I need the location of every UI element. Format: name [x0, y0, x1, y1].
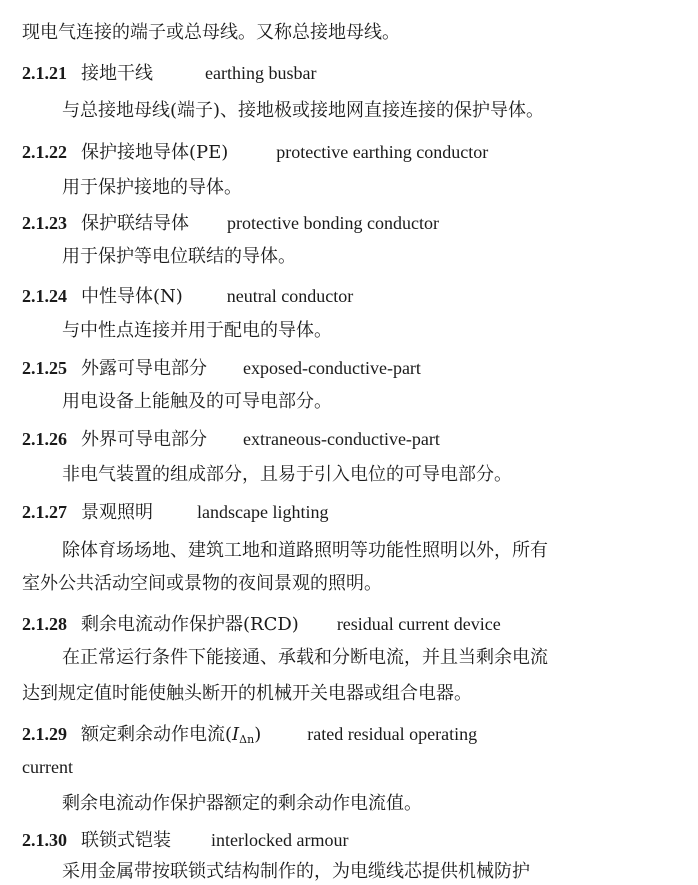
term-number: 2.1.27 — [22, 502, 67, 522]
term-heading — [22, 60, 698, 87]
term-definition-continued: 室外公共活动空间或景物的夜间景观的照明。 — [22, 573, 382, 594]
term-heading — [22, 355, 698, 382]
term-english: exposed-conductive-part — [243, 358, 421, 378]
term-chinese: 联锁式铠装 — [81, 830, 171, 851]
term-english: landscape lighting — [197, 502, 329, 522]
term-chinese: 接地干线 — [81, 63, 153, 84]
term-chinese-prefix: 额定剩余动作电流( — [81, 724, 233, 745]
term-heading — [22, 283, 698, 310]
term-english: extraneous-conductive-part — [243, 429, 440, 449]
term-number: 2.1.28 — [22, 614, 67, 634]
term-chinese: 外露可导电部分 — [81, 358, 207, 379]
term-heading — [22, 139, 698, 166]
term-english: neutral conductor — [226, 286, 354, 306]
term-chinese: 保护接地导体(PE) — [81, 142, 229, 163]
term-heading — [22, 611, 698, 638]
term-chinese: 中性导体(N) — [81, 286, 183, 307]
term-chinese: 保护联结导体 — [81, 213, 189, 234]
term-english: earthing busbar — [205, 63, 317, 83]
term-chinese: 外界可导电部分 — [81, 429, 207, 450]
term-heading — [22, 721, 698, 753]
term-definition: 与总接地母线(端子)、接地极或接地网直接连接的保护导体。 — [62, 100, 545, 121]
term-number: 2.1.25 — [22, 358, 67, 378]
term-chinese: 剩余电流动作保护器(RCD) — [81, 614, 299, 635]
symbol-subscript: Δn — [239, 733, 255, 746]
term-number: 2.1.30 — [22, 830, 67, 850]
term-definition: 非电气装置的组成部分，且易于引入电位的可导电部分。 — [62, 464, 512, 485]
continuation-text: 现电气连接的端子或总母线。又称总接地母线。 — [22, 22, 400, 43]
term-number: 2.1.29 — [22, 724, 67, 744]
term-definition: 用于保护接地的导体。 — [62, 177, 242, 198]
term-heading — [22, 210, 698, 237]
term-english: rated residual operating — [307, 724, 478, 744]
term-definition: 剩余电流动作保护器额定的剩余动作电流值。 — [62, 793, 422, 814]
term-english: residual current device — [336, 614, 501, 634]
term-definition: 采用金属带按联锁式结构制作的，为电缆线芯提供机械防护 — [62, 861, 530, 882]
term-definition: 用于保护等电位联结的导体。 — [62, 246, 296, 267]
term-english: interlocked armour — [211, 830, 349, 850]
term-number: 2.1.21 — [22, 63, 67, 83]
term-chinese-suffix: ) — [254, 724, 262, 745]
term-definition: 用电设备上能触及的可导电部分。 — [62, 391, 332, 412]
term-heading — [22, 499, 698, 526]
term-english-continued — [22, 754, 698, 781]
term-chinese: 景观照明 — [81, 502, 153, 523]
term-number: 2.1.23 — [22, 213, 67, 233]
term-definition-continued: 达到规定值时能使触头断开的机械开关电器或组合电器。 — [22, 683, 472, 704]
term-english: protective earthing conductor — [276, 142, 489, 162]
term-english: protective bonding conductor — [227, 213, 439, 233]
term-definition: 除体育场场地、建筑工地和道路照明等功能性照明以外，所有 — [62, 540, 548, 561]
term-number: 2.1.26 — [22, 429, 67, 449]
term-definition: 与中性点连接并用于配电的导体。 — [62, 320, 332, 341]
term-heading — [22, 426, 698, 453]
term-heading — [22, 827, 698, 854]
term-number: 2.1.22 — [22, 142, 67, 162]
term-chinese — [81, 724, 261, 745]
term-definition: 在正常运行条件下能接通、承载和分断电流，并且当剩余电流 — [62, 647, 548, 668]
term-english-wrap: current — [22, 757, 73, 777]
term-number: 2.1.24 — [22, 286, 67, 306]
symbol-I: I — [232, 724, 240, 745]
